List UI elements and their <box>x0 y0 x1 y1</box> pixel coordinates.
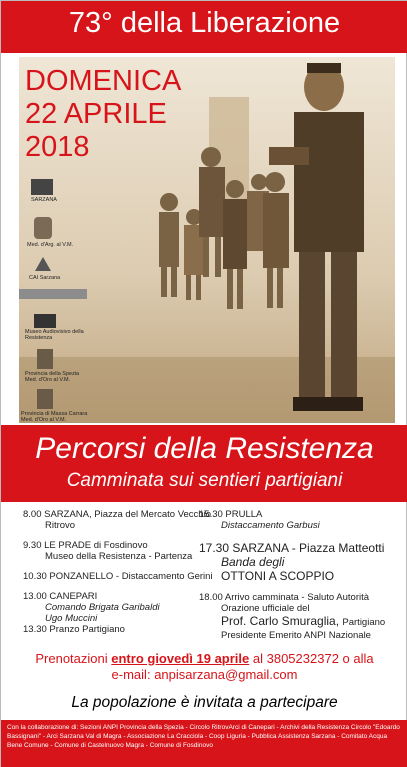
program-left <box>23 509 213 635</box>
top-banner <box>1 1 407 53</box>
banner-subtitle: Camminata sui sentieri partigiani <box>66 470 343 491</box>
footer-text: Con la collaborazione di: Sezioni ANPI Provincia della Spezia - Circolo RitrovArci di Canepari - Archivi della Resistenza Circolo "Edoardo Bassignani" - Arci Sarzana Val di Magra - Associazione La Cracciola - Coop Liguria - Pubblica Assistenza Sarzana - Comitato Acqua Bene Comune - Comune di Castelnuovo Magra - Comune di Fosdinovo <box>7 724 400 749</box>
footer-banner <box>1 720 407 767</box>
speaker-role: Partigiano <box>342 617 386 628</box>
sponsor-label: CAI Sarzana <box>29 275 61 281</box>
sponsor-label: Med. d'Arg. al V.M. <box>27 242 74 248</box>
program-item: 17.30 SARZANA - Piazza Matteotti <box>199 541 385 555</box>
date-year: 2018 <box>25 131 90 163</box>
program-item: 15.30 PRULLA <box>199 509 263 520</box>
program-item: Distaccamento Garbusi <box>221 520 320 531</box>
program-item: 13.00 CANEPARI <box>23 591 98 602</box>
sponsor-label: Museo Audiovisivo della Resistenza <box>25 329 84 341</box>
program-item: Banda degli <box>221 555 285 569</box>
program-item: OTTONI A SCOPPIO <box>221 569 335 583</box>
sponsor-label: Provincia della Spezia Med. d'Oro al V.M. <box>25 371 80 383</box>
program-item: 8.00 SARZANA, Piazza del Mercato Vecchio <box>23 509 211 520</box>
program-item: 18.00 Arrivo camminata - Saluto Autorità <box>199 592 370 603</box>
program-item: Museo della Resistenza - Partenza <box>45 551 193 562</box>
invite-text: La popolazione è invitata a partecipare <box>71 694 338 711</box>
booking-info <box>1 651 407 683</box>
program-item: Ugo Muccini <box>45 613 98 624</box>
program-item: Comando Brigata Garibaldi <box>45 602 160 613</box>
speaker-name: Prof. Carlo Smuraglia, <box>221 614 340 628</box>
sponsor-label: Provincia di Massa Carrara Med. d'Oro al V.M. <box>21 411 88 423</box>
program-item: 10.30 PONZANELLO - Distaccamento Gerini <box>23 571 213 582</box>
header-title: 73° della Liberazione <box>68 7 341 39</box>
event-date <box>25 65 181 164</box>
anpi-logo-icon <box>31 179 53 195</box>
date-day: DOMENICA <box>25 65 182 97</box>
booking-phone: al 3805232372 o alla <box>252 651 374 666</box>
program-right <box>199 509 385 641</box>
circolo-logo-icon <box>19 289 87 299</box>
la-spezia-logo-icon <box>37 349 53 369</box>
sponsor-label: SARZANA <box>31 197 57 203</box>
museo-logo-icon <box>34 314 56 328</box>
program-item: 9.30 LE PRADE di Fosdinovo <box>23 540 148 551</box>
booking-deadline: entro giovedì 19 aprile <box>111 651 250 666</box>
program-item: Ritrovo <box>45 520 76 531</box>
program-item: Presidente Emerito ANPI Nazionale <box>221 630 371 641</box>
program-item: Orazione ufficiale del <box>221 603 310 614</box>
title-banner <box>1 425 407 502</box>
email-label: e-mail: <box>111 667 151 682</box>
booking-prefix: Prenotazioni <box>35 651 108 666</box>
massa-carrara-logo-icon <box>37 389 53 409</box>
program-item: 13.30 Pranzo Partigiano <box>23 624 125 635</box>
email-link[interactable]: anpisarzana@gmail.com <box>154 667 298 682</box>
program-item <box>199 614 385 630</box>
medal-logo-icon <box>34 217 52 239</box>
date-month: 22 APRILE <box>25 98 167 130</box>
banner-title: Percorsi della Resistenza <box>35 432 374 465</box>
